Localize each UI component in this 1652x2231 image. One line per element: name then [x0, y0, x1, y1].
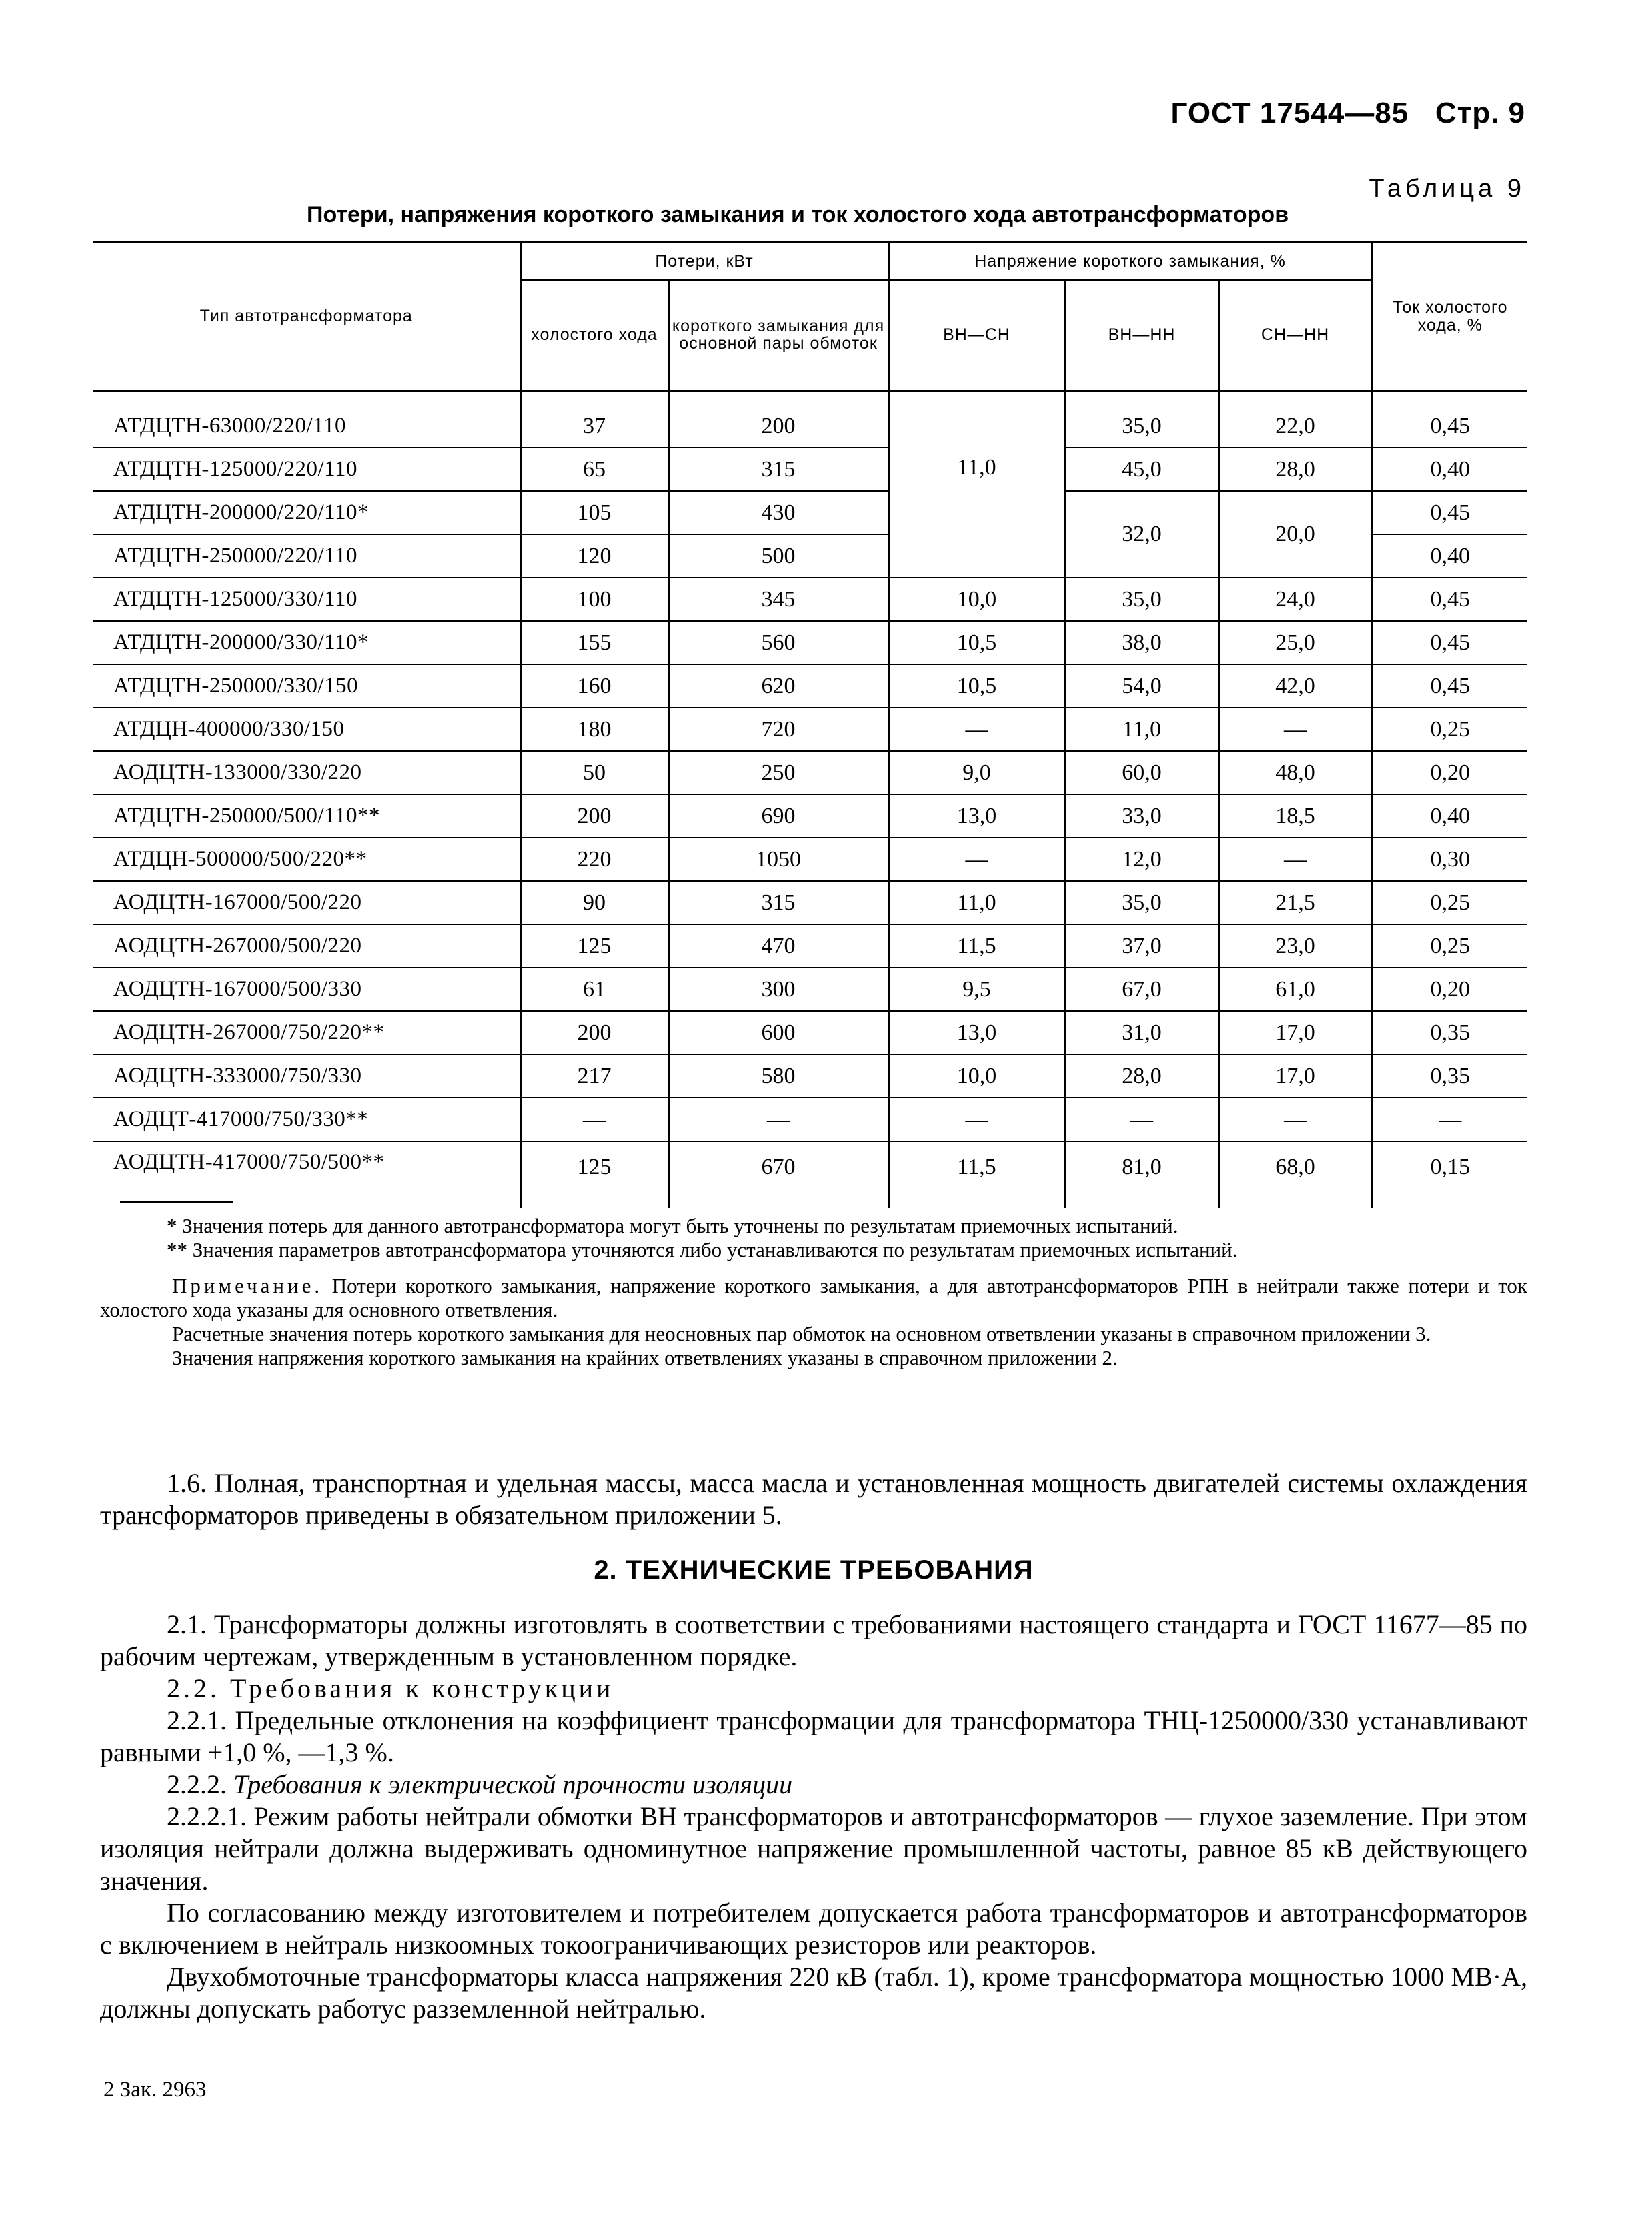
cell-losses-sc: 500: [668, 534, 888, 578]
paragraph-2-2-2-number: 2.2.2.: [167, 1769, 227, 1799]
row-type: АОДЦТН-417000/750/500**: [113, 1150, 385, 1174]
cell-current: 0,45: [1372, 491, 1527, 534]
cell-losses-sc: 200: [668, 405, 888, 448]
cell-vh-nn: —: [1065, 1098, 1218, 1141]
cell-ch-nn: 68,0: [1218, 1141, 1372, 1192]
footnote-2: ** Значения параметров автотрансформатора уточняются либо устанавливаются по результатам приемочных испытаний.: [167, 1237, 1238, 1261]
row-type: АОДЦТН-167000/500/330: [93, 968, 520, 1011]
cell-current: 0,40: [1372, 794, 1527, 838]
table-notes: [100, 1214, 1527, 1370]
cell-current: 0,40: [1372, 448, 1527, 491]
table-row: [93, 1054, 1527, 1098]
cell-ch-nn: 17,0: [1218, 1054, 1372, 1098]
cell-losses-sc: 470: [668, 924, 888, 968]
cell-current: 0,45: [1372, 664, 1527, 708]
cell-vh-ch: 9,5: [888, 968, 1065, 1011]
cell-current: 0,45: [1372, 621, 1527, 664]
cell-vh-ch: 9,0: [888, 751, 1065, 794]
cell-vh-nn: 12,0: [1065, 838, 1218, 881]
cell-vh-ch: 10,5: [888, 664, 1065, 708]
paragraph-2-2-2: [100, 1769, 1527, 1801]
note-1: [100, 1274, 1527, 1322]
row-type: АТДЦТН-250000/500/110**: [93, 794, 520, 838]
paragraph-two-winding: Двухобмоточные трансформаторы класса напряжения 220 кВ (табл. 1), кроме трансформатора мощностью 1000 МВ·А, должны допускать работус разземленной нейтралью.: [100, 1962, 1527, 2024]
table-row: [93, 664, 1527, 708]
table-row: [93, 838, 1527, 881]
cell-losses-noload: 61: [520, 968, 668, 1011]
table-row: [93, 708, 1527, 751]
cell-vh-nn: 11,0: [1065, 708, 1218, 751]
cell-vh-nn: 31,0: [1065, 1011, 1218, 1054]
cell-losses-sc: 300: [668, 968, 888, 1011]
table-row: [93, 881, 1527, 924]
note-2: Расчетные значения потерь короткого замыкания для неосновных пар обмоток на основном ответвлении указаны в справочном приложении 3.: [172, 1321, 1431, 1345]
paragraph-2-2-2-text: Требования к электрической прочности изоляции: [233, 1769, 793, 1799]
cell-vh-ch: 11,5: [888, 1141, 1065, 1192]
cell-vh-ch-merged: 11,0: [888, 405, 1065, 578]
cell-losses-noload: 120: [520, 534, 668, 578]
cell-vh-nn: 60,0: [1065, 751, 1218, 794]
row-type: АОДЦТН-267000/750/220**: [93, 1011, 520, 1054]
cell-vh-nn: 38,0: [1065, 621, 1218, 664]
row-type: АТДЦТН-63000/220/110: [93, 405, 520, 448]
cell-losses-noload: 50: [520, 751, 668, 794]
table-row: [93, 578, 1527, 621]
header-losses: Потери, кВт: [520, 243, 888, 280]
table-row: [93, 1098, 1527, 1141]
row-type: АТДЦТН-125000/330/110: [93, 578, 520, 621]
cell-vh-ch: 10,0: [888, 1054, 1065, 1098]
cell-ch-nn: —: [1218, 708, 1372, 751]
cell-current: 0,20: [1372, 751, 1527, 794]
cell-vh-nn: 28,0: [1065, 1054, 1218, 1098]
row-type: АОДЦТ-417000/750/330**: [93, 1098, 520, 1141]
cell-vh-nn: 67,0: [1065, 968, 1218, 1011]
cell-ch-nn-merged: 20,0: [1218, 491, 1372, 578]
cell-vh-ch: 10,0: [888, 578, 1065, 621]
cell-vh-ch: —: [888, 1098, 1065, 1141]
row-type: АОДЦТН-267000/500/220: [93, 924, 520, 968]
cell-losses-sc: 345: [668, 578, 888, 621]
cell-losses-sc: 1050: [668, 838, 888, 881]
cell-losses-noload: 125: [520, 924, 668, 968]
cell-current: —: [1372, 1098, 1527, 1141]
cell-ch-nn: 61,0: [1218, 968, 1372, 1011]
cell-losses-noload: 200: [520, 794, 668, 838]
row-type: АТДЦТН-250000/220/110: [93, 534, 520, 578]
paragraph-2-2-1: 2.2.1. Предельные отклонения на коэффициент трансформации для трансформатора ТНЦ-1250000/330 устанавливают равными +1,0 %, —1,3 %.: [100, 1705, 1527, 1767]
header-vh-nn: ВН—НН: [1065, 280, 1218, 391]
cell-ch-nn: 28,0: [1218, 448, 1372, 491]
cell-losses-sc: —: [668, 1098, 888, 1141]
cell-losses-noload: 125: [520, 1141, 668, 1192]
cell-vh-nn: 54,0: [1065, 664, 1218, 708]
header-losses-sc: короткого замыкания для основной пары обмоток: [668, 280, 888, 391]
cell-vh-ch: —: [888, 838, 1065, 881]
table-row: [93, 1011, 1527, 1054]
cell-ch-nn: 21,5: [1218, 881, 1372, 924]
row-type: АТДЦТН-200000/330/110*: [93, 621, 520, 664]
cell-ch-nn: 23,0: [1218, 924, 1372, 968]
header-vh-ch: ВН—СН: [888, 280, 1065, 391]
cell-losses-noload: —: [520, 1098, 668, 1141]
order-number: 2 Зак. 2963: [103, 2078, 207, 2102]
paragraph-agreement: По согласованию между изготовителем и потребителем допускается работа трансформаторов и автотрансформаторов с включением в нейтраль низкоомных токоограничивающих резисторов или реакторов.: [100, 1898, 1527, 1960]
cell-losses-sc: 250: [668, 751, 888, 794]
cell-vh-ch: 11,0: [888, 881, 1065, 924]
cell-losses-noload: 37: [520, 405, 668, 448]
header-current: Ток холостого хода, %: [1372, 243, 1527, 391]
cell-losses-noload: 220: [520, 838, 668, 881]
header-voltage: Напряжение короткого замыкания, %: [888, 243, 1372, 280]
footnote-1: * Значения потерь для данного автотрансформатора могут быть уточнены по результатам приемочных испытаний.: [167, 1214, 1178, 1237]
cell-losses-sc: 430: [668, 491, 888, 534]
table-row: [93, 1141, 1527, 1192]
cell-vh-nn-merged: 32,0: [1065, 491, 1218, 578]
cell-ch-nn: 25,0: [1218, 621, 1372, 664]
paragraph-2-1: 2.1. Трансформаторы должны изготовлять в соответствии с требованиями настоящего стандарта и ГОСТ 11677—85 по рабочим чертежам, утвержденным в установленном порядке.: [100, 1609, 1527, 1671]
cell-current: 0,40: [1372, 534, 1527, 578]
cell-losses-noload: 100: [520, 578, 668, 621]
footnote-rule: [120, 1201, 233, 1203]
cell-vh-ch: 10,5: [888, 621, 1065, 664]
section-title: 2. ТЕХНИЧЕСКИЕ ТРЕБОВАНИЯ: [594, 1555, 1034, 1585]
note-3: Значения напряжения короткого замыкания на крайних ответвлениях указаны в справочном приложении 2.: [172, 1345, 1118, 1369]
cell-vh-nn: 37,0: [1065, 924, 1218, 968]
table-row: [93, 405, 1527, 448]
cell-vh-nn: 81,0: [1065, 1141, 1218, 1192]
cell-ch-nn: —: [1218, 838, 1372, 881]
note-1-text: Потери короткого замыкания, напряжение короткого замыкания, а для автотрансформаторов РПН в нейтрали также потери и ток холостого хода указаны для основного ответвления.: [100, 1273, 1527, 1321]
table-title: Потери, напряжения короткого замыкания и ток холостого хода автотрансформаторов: [307, 202, 1289, 227]
note-label: Примечание.: [172, 1273, 323, 1297]
row-type: АОДЦТН-333000/750/330: [93, 1054, 520, 1098]
header-losses-noload: холостого хода: [520, 280, 668, 391]
cell-current: 0,25: [1372, 708, 1527, 751]
paragraph-2-2: 2.2. Требования к конструкции: [167, 1673, 614, 1703]
cell-losses-noload: 200: [520, 1011, 668, 1054]
row-type: АТДЦН-400000/330/150: [93, 708, 520, 751]
header-ch-nn: СН—НН: [1218, 280, 1372, 391]
cell-ch-nn: —: [1218, 1098, 1372, 1141]
cell-losses-noload: 160: [520, 664, 668, 708]
cell-losses-sc: 670: [668, 1141, 888, 1192]
cell-vh-ch: 13,0: [888, 794, 1065, 838]
table-row: [93, 448, 1527, 491]
table-row: [93, 968, 1527, 1011]
table-number: Таблица 9: [1369, 175, 1525, 203]
cell-losses-sc: 315: [668, 881, 888, 924]
row-type: АОДЦТН-133000/330/220: [93, 751, 520, 794]
cell-losses-noload: 180: [520, 708, 668, 751]
cell-losses-noload: 217: [520, 1054, 668, 1098]
cell-vh-nn: 33,0: [1065, 794, 1218, 838]
cell-current: 0,15: [1372, 1141, 1527, 1192]
page-header: [1171, 97, 1525, 130]
cell-current: 0,20: [1372, 968, 1527, 1011]
table-row: [93, 491, 1527, 534]
cell-current: 0,45: [1372, 405, 1527, 448]
cell-vh-ch: —: [888, 708, 1065, 751]
cell-losses-sc: 720: [668, 708, 888, 751]
cell-ch-nn: 22,0: [1218, 405, 1372, 448]
cell-current: 0,30: [1372, 838, 1527, 881]
cell-vh-nn: 35,0: [1065, 405, 1218, 448]
cell-ch-nn: 48,0: [1218, 751, 1372, 794]
table-row: [93, 924, 1527, 968]
cell-current: 0,35: [1372, 1054, 1527, 1098]
row-type: АТДЦН-500000/500/220**: [93, 838, 520, 881]
page-number: Стр. 9: [1435, 97, 1525, 129]
cell-current: 0,25: [1372, 881, 1527, 924]
paragraph-1-6: 1.6. Полная, транспортная и удельная массы, масса масла и установленная мощность двигателей системы охлаждения трансформаторов приведены в обязательном приложении 5.: [100, 1468, 1527, 1530]
cell-losses-sc: 600: [668, 1011, 888, 1054]
table-row: [93, 621, 1527, 664]
body-text: [100, 1467, 1527, 2025]
row-type: АТДЦТН-125000/220/110: [93, 448, 520, 491]
table-row: [93, 751, 1527, 794]
cell-losses-noload: 105: [520, 491, 668, 534]
cell-current: 0,35: [1372, 1011, 1527, 1054]
cell-current: 0,25: [1372, 924, 1527, 968]
cell-vh-nn: 35,0: [1065, 578, 1218, 621]
autotransformer-table: [93, 241, 1527, 1208]
standard-number: ГОСТ 17544—85: [1170, 97, 1409, 129]
row-type: АОДЦТН-167000/500/220: [93, 881, 520, 924]
row-type: АТДЦТН-250000/330/150: [93, 664, 520, 708]
cell-ch-nn: 18,5: [1218, 794, 1372, 838]
cell-losses-noload: 65: [520, 448, 668, 491]
cell-ch-nn: 17,0: [1218, 1011, 1372, 1054]
header-type: Тип автотрансформатора: [93, 243, 520, 391]
row-type: АТДЦТН-200000/220/110*: [93, 491, 520, 534]
cell-current: 0,45: [1372, 578, 1527, 621]
cell-losses-sc: 690: [668, 794, 888, 838]
cell-vh-ch: 11,5: [888, 924, 1065, 968]
paragraph-2-2-2-1: 2.2.2.1. Режим работы нейтрали обмотки ВН трансформаторов и автотрансформаторов — глухое заземление. При этом изоляция нейтрали должна выдерживать одноминутное напряжение промышленной частоты, равное 85 кВ действующего значения.: [100, 1801, 1527, 1896]
cell-losses-sc: 315: [668, 448, 888, 491]
cell-vh-nn: 35,0: [1065, 881, 1218, 924]
cell-losses-sc: 620: [668, 664, 888, 708]
cell-losses-sc: 580: [668, 1054, 888, 1098]
cell-vh-ch: 13,0: [888, 1011, 1065, 1054]
cell-vh-nn: 45,0: [1065, 448, 1218, 491]
cell-losses-sc: 560: [668, 621, 888, 664]
cell-ch-nn: 42,0: [1218, 664, 1372, 708]
cell-ch-nn: 24,0: [1218, 578, 1372, 621]
table-row: [93, 794, 1527, 838]
cell-losses-noload: 90: [520, 881, 668, 924]
cell-losses-noload: 155: [520, 621, 668, 664]
